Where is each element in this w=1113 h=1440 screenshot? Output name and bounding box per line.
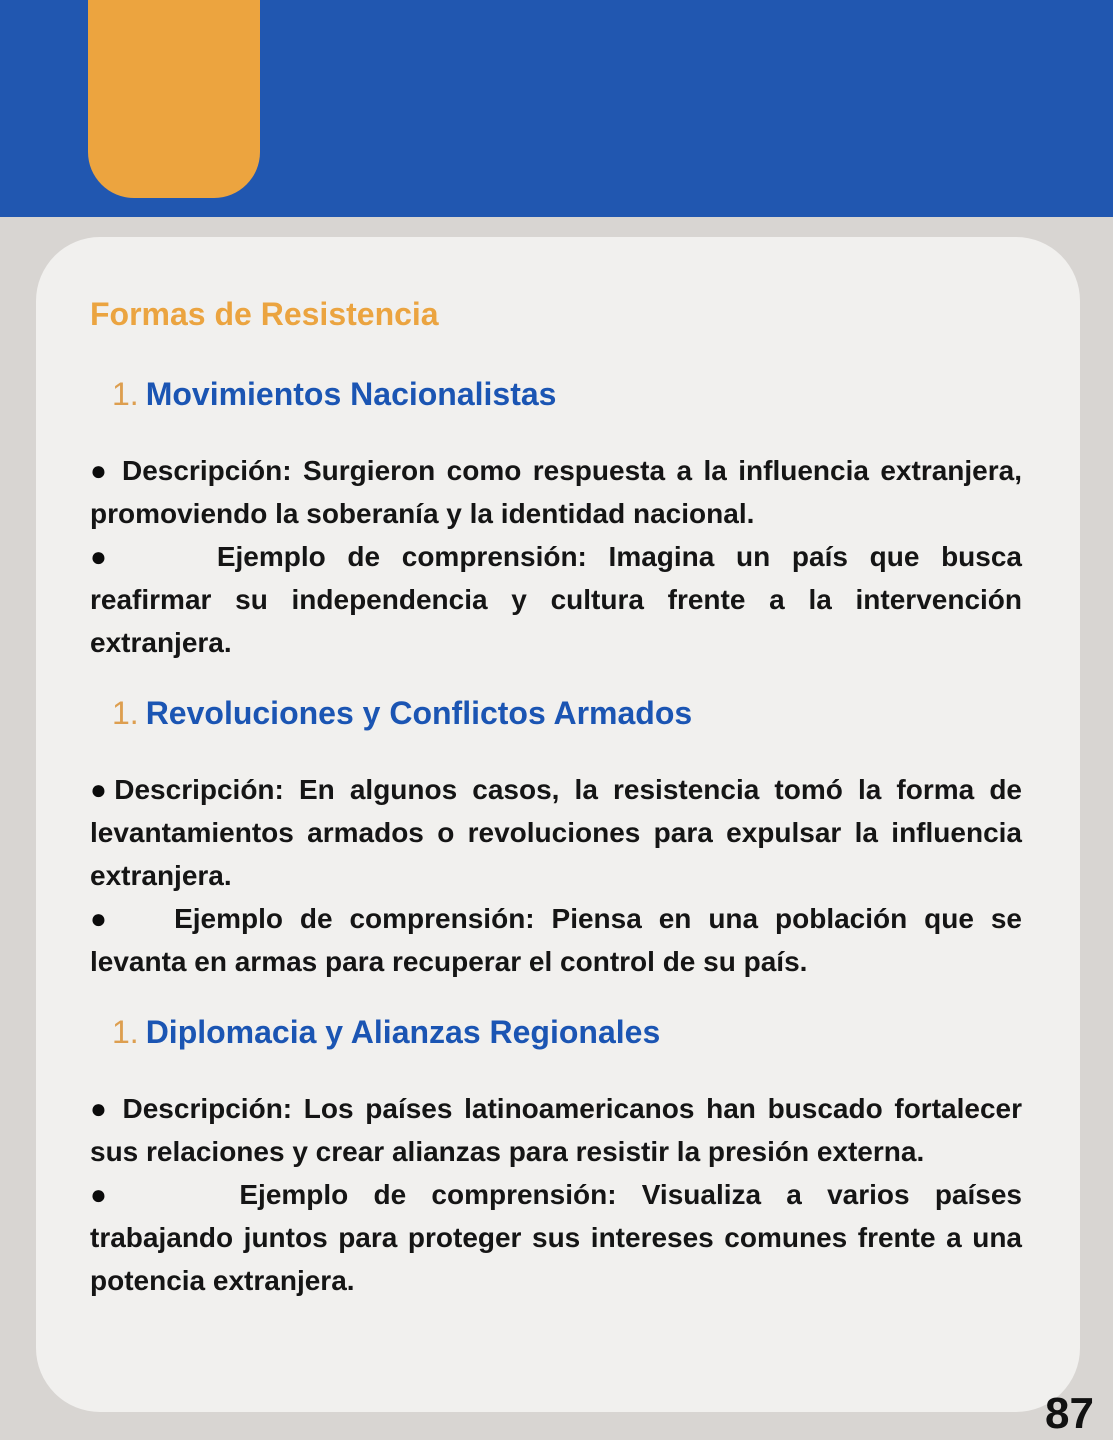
bullet-text: Ejemplo de comprensión: Imagina un país que busca reafirmar su independencia y cultura frente a la intervención extranjera. bbox=[90, 541, 1022, 658]
header-band bbox=[0, 0, 1113, 217]
list-number: 1. bbox=[112, 695, 139, 731]
bullet-icon: ● bbox=[90, 903, 117, 934]
list-number: 1. bbox=[112, 1014, 139, 1050]
bullet-text: Descripción: Los países latinoamericanos han buscado fortalecer sus relaciones y crear alianzas para resistir la presión externa. bbox=[90, 1093, 1022, 1167]
bullet-gap bbox=[124, 1203, 239, 1204]
bullet-text: Descripción: En algunos casos, la resistencia tomó la forma de levantamientos armados o revoluciones para expulsar la influencia extranjera. bbox=[90, 774, 1022, 891]
section-heading bbox=[112, 694, 1022, 732]
section-heading-text: Diplomacia y Alianzas Regionales bbox=[145, 1014, 661, 1050]
page-title: Formas de Resistencia bbox=[90, 296, 439, 332]
bullet-text: Ejemplo de comprensión: Visualiza a varios países trabajando juntos para proteger sus intereses comunes frente a una potencia extranjera. bbox=[90, 1179, 1022, 1296]
content-card bbox=[36, 237, 1080, 1412]
bullet-icon: ● bbox=[90, 541, 121, 572]
bullet-text: Descripción: Surgieron como respuesta a la influencia extranjera, promoviendo la soberanía y la identidad nacional. bbox=[90, 455, 1022, 529]
bullet-paragraph bbox=[90, 449, 1022, 535]
bullet-paragraph bbox=[90, 1173, 1022, 1302]
bullet-paragraph bbox=[90, 768, 1022, 897]
bullet-icon: ● bbox=[90, 774, 115, 805]
section-heading bbox=[112, 1013, 1022, 1051]
section-movimientos-nacionalistas bbox=[90, 375, 1022, 664]
section-heading bbox=[112, 375, 1022, 413]
bullet-gap bbox=[121, 565, 217, 566]
bullet-icon: ● bbox=[90, 1093, 111, 1124]
section-heading-text: Revoluciones y Conflictos Armados bbox=[145, 695, 693, 731]
bullet-text: Ejemplo de comprensión: Piensa en una población que se levanta en armas para recuperar el control de su país. bbox=[90, 903, 1022, 977]
bullet-gap bbox=[116, 927, 174, 928]
orange-tab bbox=[88, 0, 260, 198]
bullet-paragraph bbox=[90, 897, 1022, 983]
bullet-paragraph bbox=[90, 535, 1022, 664]
bullet-icon: ● bbox=[90, 455, 111, 486]
list-number: 1. bbox=[112, 376, 139, 412]
bullet-icon: ● bbox=[90, 1179, 125, 1210]
section-heading-text: Movimientos Nacionalistas bbox=[145, 376, 557, 412]
bullet-paragraph bbox=[90, 1087, 1022, 1173]
section-diplomacia-alianzas bbox=[90, 1013, 1022, 1302]
section-revoluciones-conflictos bbox=[90, 694, 1022, 983]
page-number: 87 bbox=[1045, 1389, 1094, 1438]
